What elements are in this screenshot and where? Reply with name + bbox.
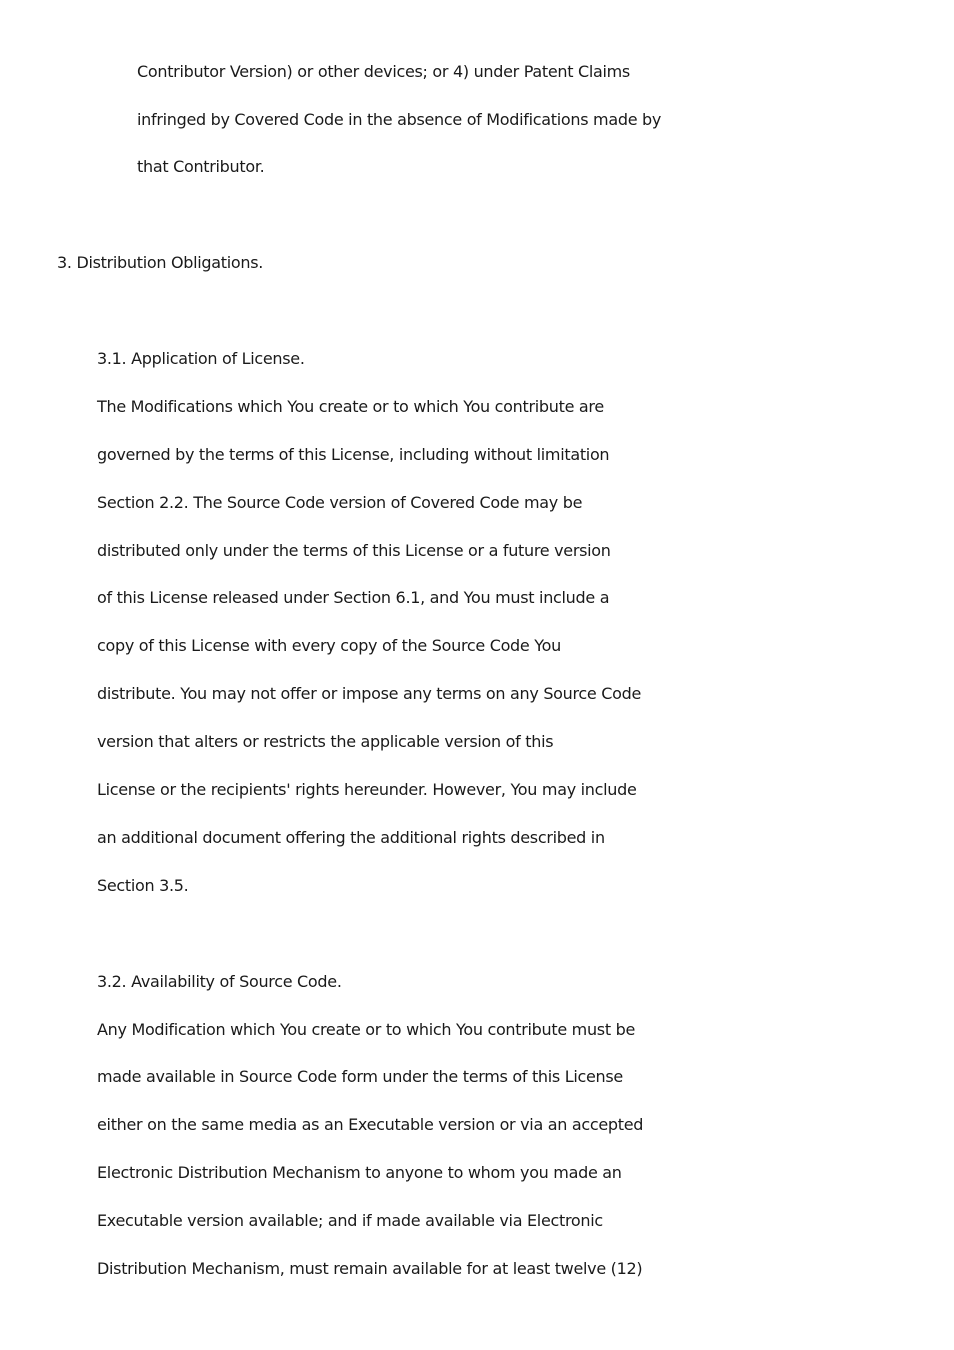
paragraph-line: distribute. You may not offer or impose any terms on any Source Code	[97, 684, 642, 703]
continuation-line: infringed by Covered Code in the absence of Modifications made by	[137, 110, 662, 129]
paragraph-line: Section 3.5.	[97, 876, 189, 895]
paragraph-line: License or the recipients' rights hereunder. However, You may include	[97, 780, 637, 799]
subsection-heading: 3.1. Application of License.	[97, 349, 305, 368]
paragraph-line: Distribution Mechanism, must remain available for at least twelve (12)	[97, 1259, 643, 1278]
paragraph-line: distributed only under the terms of this License or a future version	[97, 541, 611, 560]
paragraph-line: of this License released under Section 6.1, and You must include a	[97, 588, 610, 607]
section-heading: 3. Distribution Obligations.	[57, 253, 264, 272]
paragraph-line: Any Modification which You create or to which You contribute must be	[97, 1020, 635, 1039]
paragraph-line: version that alters or restricts the applicable version of this	[97, 732, 554, 751]
paragraph-line: made available in Source Code form under the terms of this License	[97, 1067, 623, 1086]
paragraph-line: Executable version available; and if made available via Electronic	[97, 1211, 603, 1230]
paragraph-line: governed by the terms of this License, including without limitation	[97, 445, 610, 464]
paragraph-line: Electronic Distribution Mechanism to anyone to whom you made an	[97, 1163, 622, 1182]
paragraph-line: an additional document offering the additional rights described in	[97, 828, 605, 847]
subsection-heading: 3.2. Availability of Source Code.	[97, 972, 342, 991]
paragraph-line: The Modifications which You create or to which You contribute are	[97, 397, 604, 416]
continuation-line: Contributor Version) or other devices; or 4) under Patent Claims	[137, 62, 630, 81]
paragraph-line: Section 2.2. The Source Code version of Covered Code may be	[97, 493, 583, 512]
paragraph-line: either on the same media as an Executable version or via an accepted	[97, 1115, 644, 1134]
continuation-line: that Contributor.	[137, 157, 265, 176]
paragraph-line: copy of this License with every copy of the Source Code You	[97, 636, 561, 655]
